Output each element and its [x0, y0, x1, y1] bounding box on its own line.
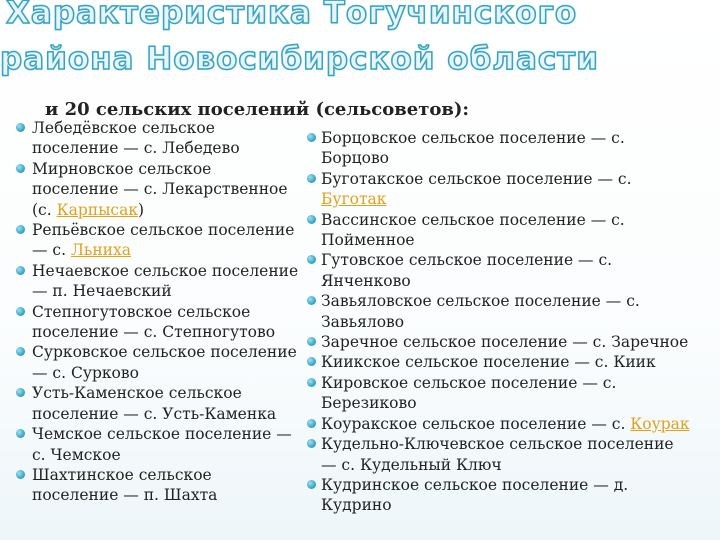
- settlement-text: Янченково: [321, 271, 411, 290]
- settlement-text: поселение — п. Шахта: [32, 486, 218, 505]
- settlement-text: Коуракское сельское поселение — с.: [321, 414, 631, 433]
- slide-subtitle: и 20 сельских поселений (сельсоветов):: [45, 99, 470, 120]
- settlement-link[interactable]: Коурак: [630, 414, 690, 433]
- settlement-list-item: [14, 383, 304, 424]
- settlement-text: ): [138, 200, 145, 219]
- settlement-text: Чемское сельское поселение —: [32, 425, 292, 444]
- bullet-icon: [307, 439, 316, 448]
- settlement-list-item: [14, 465, 304, 506]
- settlement-text: — с.: [32, 241, 71, 260]
- settlement-list-item: [305, 352, 715, 372]
- slide-title: [0, 0, 720, 82]
- settlement-list-item: [14, 261, 304, 302]
- settlement-text: — с. Кудельный Ключ: [321, 455, 502, 474]
- settlement-list-item: [305, 332, 715, 352]
- settlement-link[interactable]: Карпысак: [56, 200, 139, 219]
- settlement-text: Кировское сельское поселение — с.: [321, 373, 617, 392]
- settlement-text: (с.: [32, 200, 57, 219]
- settlement-list-item: [305, 128, 715, 169]
- settlement-text: поселение — с. Лебедево: [32, 139, 240, 158]
- settlement-text: Киикское сельское поселение — с. Киик: [321, 353, 656, 372]
- settlement-text: Пойменное: [321, 231, 415, 250]
- settlement-text: Мирновское сельское: [32, 159, 212, 178]
- settlement-text: поселение — с. Усть-Каменка: [32, 404, 277, 423]
- settlement-text: Гутовское сельское поселение — с.: [321, 251, 613, 270]
- bullet-icon: [16, 164, 25, 173]
- bullet-icon: [16, 347, 25, 356]
- settlement-text: поселение — с. Лекарственное: [32, 180, 288, 199]
- settlement-list-item: [305, 475, 715, 516]
- settlement-text: Кудельно-Ключевское сельское поселение: [321, 435, 674, 454]
- settlement-list-item: [14, 342, 304, 383]
- settlement-list-item: [305, 414, 715, 434]
- bullet-icon: [307, 296, 316, 305]
- left-settlement-list: [14, 118, 304, 506]
- slide-title-line-1: Характеристика Тогучинского: [6, 0, 578, 31]
- bullet-icon: [307, 174, 316, 183]
- settlement-text: Завьяловское сельское поселение — с.: [321, 292, 640, 311]
- settlement-text: Кудринское сельское поселение — д.: [321, 475, 629, 494]
- settlement-text: Вассинское сельское поселение — с.: [321, 210, 625, 229]
- settlement-list-item: [305, 250, 715, 291]
- bullet-icon: [16, 266, 25, 275]
- bullet-icon: [16, 123, 25, 132]
- bullet-icon: [16, 470, 25, 479]
- settlement-text: Шахтинское сельское: [32, 465, 212, 484]
- settlement-text: Буготакское сельское поселение — с.: [321, 169, 632, 188]
- bullet-icon: [307, 337, 316, 346]
- bullet-icon: [307, 357, 316, 366]
- settlement-text: Кудрино: [321, 496, 392, 515]
- settlement-list-item: [14, 118, 304, 159]
- settlement-list-item: [14, 302, 304, 343]
- settlement-list-item: [305, 169, 715, 210]
- settlement-list-item: [305, 291, 715, 332]
- settlement-list-item: [14, 220, 304, 261]
- settlement-list-item: [305, 210, 715, 251]
- bullet-icon: [16, 429, 25, 438]
- settlement-text: Березиково: [321, 394, 417, 413]
- settlement-text: — п. Нечаевский: [32, 282, 172, 301]
- settlement-text: поселение — с. Степногутово: [32, 323, 276, 342]
- bullet-icon: [16, 225, 25, 234]
- slide-title-line-2: района Новосибирской области: [0, 41, 599, 77]
- settlement-text: Репьёвское сельское поселение: [32, 221, 295, 240]
- bullet-icon: [307, 378, 316, 387]
- bullet-icon: [307, 480, 316, 489]
- settlement-text: Усть-Каменское сельское: [32, 384, 242, 403]
- right-settlement-list: [305, 128, 715, 516]
- settlement-text: с. Чемское: [32, 445, 121, 464]
- settlement-text: Сурковское сельское поселение: [32, 343, 297, 362]
- settlement-list-item: [305, 373, 715, 414]
- bullet-icon: [307, 215, 316, 224]
- settlement-text: Борцово: [321, 149, 390, 168]
- settlement-list-item: [14, 159, 304, 220]
- bullet-icon: [16, 307, 25, 316]
- bullet-icon: [307, 419, 316, 428]
- settlement-text: — с. Сурково: [32, 363, 139, 382]
- settlement-text: Лебедёвское сельское: [32, 119, 215, 137]
- bullet-icon: [16, 388, 25, 397]
- settlement-text: Степногутовское сельское: [32, 302, 251, 321]
- settlement-link[interactable]: Льниха: [70, 241, 131, 260]
- bullet-icon: [307, 255, 316, 264]
- settlement-text: Заречное сельское поселение — с. Заречное: [321, 333, 689, 352]
- settlement-list-item: [305, 434, 715, 475]
- settlement-text: Нечаевское сельское поселение: [32, 261, 299, 280]
- settlement-list-item: [14, 424, 304, 465]
- settlement-text: Борцовское сельское поселение — с.: [321, 129, 625, 147]
- settlement-link[interactable]: Буготак: [321, 190, 387, 209]
- bullet-icon: [307, 133, 316, 142]
- settlement-text: Завьялово: [321, 312, 405, 331]
